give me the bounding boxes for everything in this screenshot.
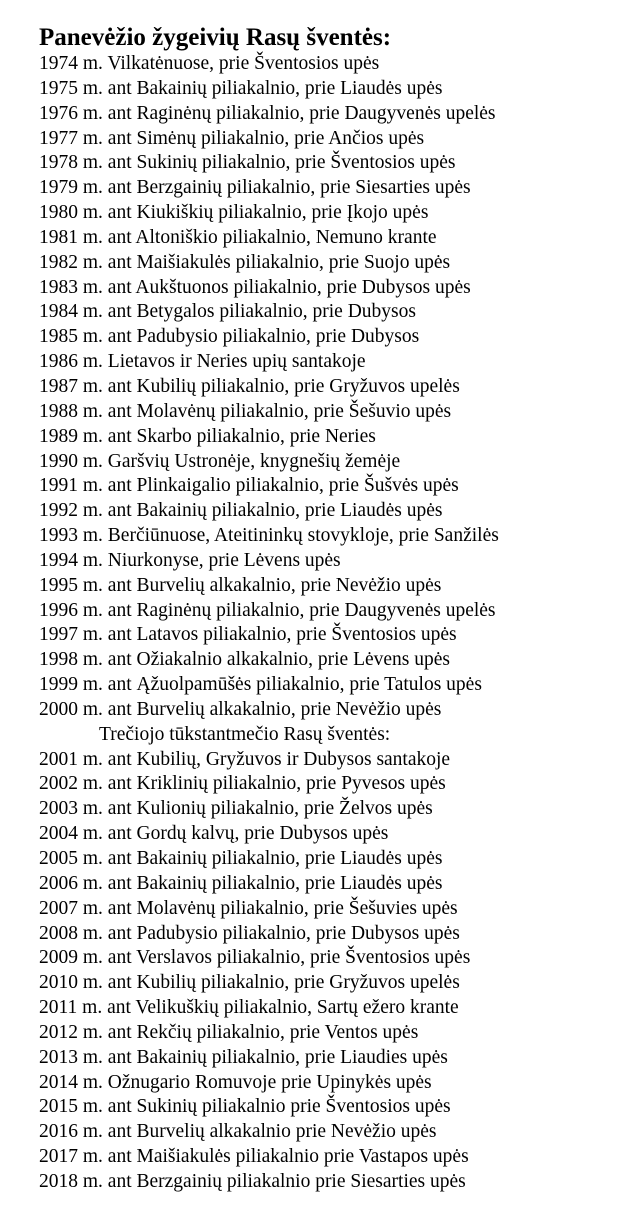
list-item: 1990 m. Garšvių Ustronėje, knygnešių žemėje bbox=[39, 450, 401, 472]
list-item: 1994 m. Niurkonyse, prie Lėvens upės bbox=[39, 549, 341, 571]
list-item: 2015 m. ant Sukinių piliakalnio prie Šventosios upės bbox=[39, 1096, 451, 1118]
list-item: 2010 m. ant Kubilių piliakalnio, prie Gryžuvos upelės bbox=[39, 972, 460, 994]
list-item: 1985 m. ant Padubysio piliakalnio, prie Dubysos bbox=[39, 326, 420, 348]
list-item: 1982 m. ant Maišiakulės piliakalnio, prie Suojo upės bbox=[39, 251, 451, 273]
list-item: 2005 m. ant Bakainių piliakalnio, prie Liaudės upės bbox=[39, 848, 443, 869]
list-item: 2006 m. ant Bakainių piliakalnio, prie Liaudės upės bbox=[39, 872, 443, 894]
list-item: 2004 m. ant Gordų kalvų, prie Dubysos upės bbox=[39, 823, 389, 845]
document-title: Panevėžio žygeivių Rasų šventės: bbox=[39, 24, 392, 51]
list-item: 2008 m. ant Padubysio piliakalnio, prie Dubysos upės bbox=[39, 922, 460, 944]
list-item: 1997 m. ant Latavos piliakalnio, prie Šventosios upės bbox=[39, 624, 457, 646]
list-item: 1989 m. ant Skarbo piliakalnio, prie Neries bbox=[39, 425, 376, 447]
entries-21st-century bbox=[39, 748, 619, 1195]
list-item: 2018 m. ant Berzgainių piliakalnio prie Siesarties upės bbox=[39, 1170, 466, 1192]
list-item: 2003 m. ant Kulionių piliakalnio, prie Želvos upės bbox=[39, 798, 433, 820]
list-item: 1974 m. Vilkatėnuose, prie Šventosios upės bbox=[39, 53, 380, 74]
list-item: 2011 m. ant Velikuškių piliakalnio, Sartų ežero krante bbox=[39, 997, 459, 1019]
list-item: 1996 m. ant Raginėnų piliakalnio, prie Daugyvenės upelės bbox=[39, 599, 496, 621]
list-item: 1999 m. ant Ąžuolpamūšės piliakalnio, prie Tatulos upės bbox=[39, 674, 482, 696]
entries-20th-century bbox=[39, 52, 619, 723]
list-item: 1983 m. ant Aukštuonos piliakalnio, prie Dubysos upės bbox=[39, 276, 471, 298]
list-item: 1979 m. ant Berzgainių piliakalnio, prie Siesarties upės bbox=[39, 177, 471, 199]
list-item: 2017 m. ant Maišiakulės piliakalnio prie Vastapos upės bbox=[39, 1146, 469, 1168]
list-item: 2001 m. ant Kubilių, Gryžuvos ir Dubysos santakoje bbox=[39, 748, 451, 770]
list-item: 1981 m. ant Altoniškio piliakalnio, Nemuno krante bbox=[39, 226, 437, 248]
list-item: 2014 m. Ožnugario Romuvoje prie Upinykės upės bbox=[39, 1071, 432, 1093]
list-item: 1975 m. ant Bakainių piliakalnio, prie Liaudės upės bbox=[39, 77, 443, 99]
list-item: 1998 m. ant Ožiakalnio alkakalnio, prie Lėvens upės bbox=[39, 649, 451, 671]
list-item: 2009 m. ant Verslavos piliakalnio, prie Šventosios upės bbox=[39, 947, 471, 969]
list-item: 2012 m. ant Rekčių piliakalnio, prie Ventos upės bbox=[39, 1021, 419, 1043]
list-item: 2013 m. ant Bakainių piliakalnio, prie Liaudies upės bbox=[39, 1046, 448, 1068]
list-item: 1976 m. ant Raginėnų piliakalnio, prie Daugyvenės upelės bbox=[39, 102, 496, 124]
document bbox=[39, 24, 619, 1195]
list-item: 1986 m. Lietavos ir Neries upių santakoje bbox=[39, 351, 366, 373]
list-item: 2000 m. ant Burvelių alkakalnio, prie Nevėžio upės bbox=[39, 698, 442, 720]
list-item: 1980 m. ant Kiukiškių piliakalnio, prie Įkojo upės bbox=[39, 202, 429, 224]
list-item: 2007 m. ant Molavėnų piliakalnio, prie Šešuvies upės bbox=[39, 897, 458, 919]
list-item: 1988 m. ant Molavėnų piliakalnio, prie Šešuvio upės bbox=[39, 400, 452, 422]
list-item: 2002 m. ant Kriklinių piliakalnio, prie Pyvesos upės bbox=[39, 773, 446, 795]
list-item: 1987 m. ant Kubilių piliakalnio, prie Gryžuvos upelės bbox=[39, 375, 460, 397]
list-item: 1977 m. ant Simėnų piliakalnio, prie Ančios upės bbox=[39, 127, 425, 149]
section-subheading: Trečiojo tūkstantmečio Rasų šventės: bbox=[99, 723, 391, 745]
list-item: 2016 m. ant Burvelių alkakalnio prie Nevėžio upės bbox=[39, 1121, 437, 1143]
list-item: 1984 m. ant Betygalos piliakalnio, prie Dubysos bbox=[39, 301, 416, 323]
list-item: 1978 m. ant Sukinių piliakalnio, prie Šventosios upės bbox=[39, 152, 456, 174]
list-item: 1992 m. ant Bakainių piliakalnio, prie Liaudės upės bbox=[39, 500, 443, 522]
list-item: 1995 m. ant Burvelių alkakalnio, prie Nevėžio upės bbox=[39, 574, 442, 596]
list-item: 1991 m. ant Plinkaigalio piliakalnio, prie Šušvės upės bbox=[39, 475, 459, 497]
list-item: 1993 m. Berčiūnuose, Ateitininkų stovykloje, prie Sanžilės bbox=[39, 525, 499, 547]
